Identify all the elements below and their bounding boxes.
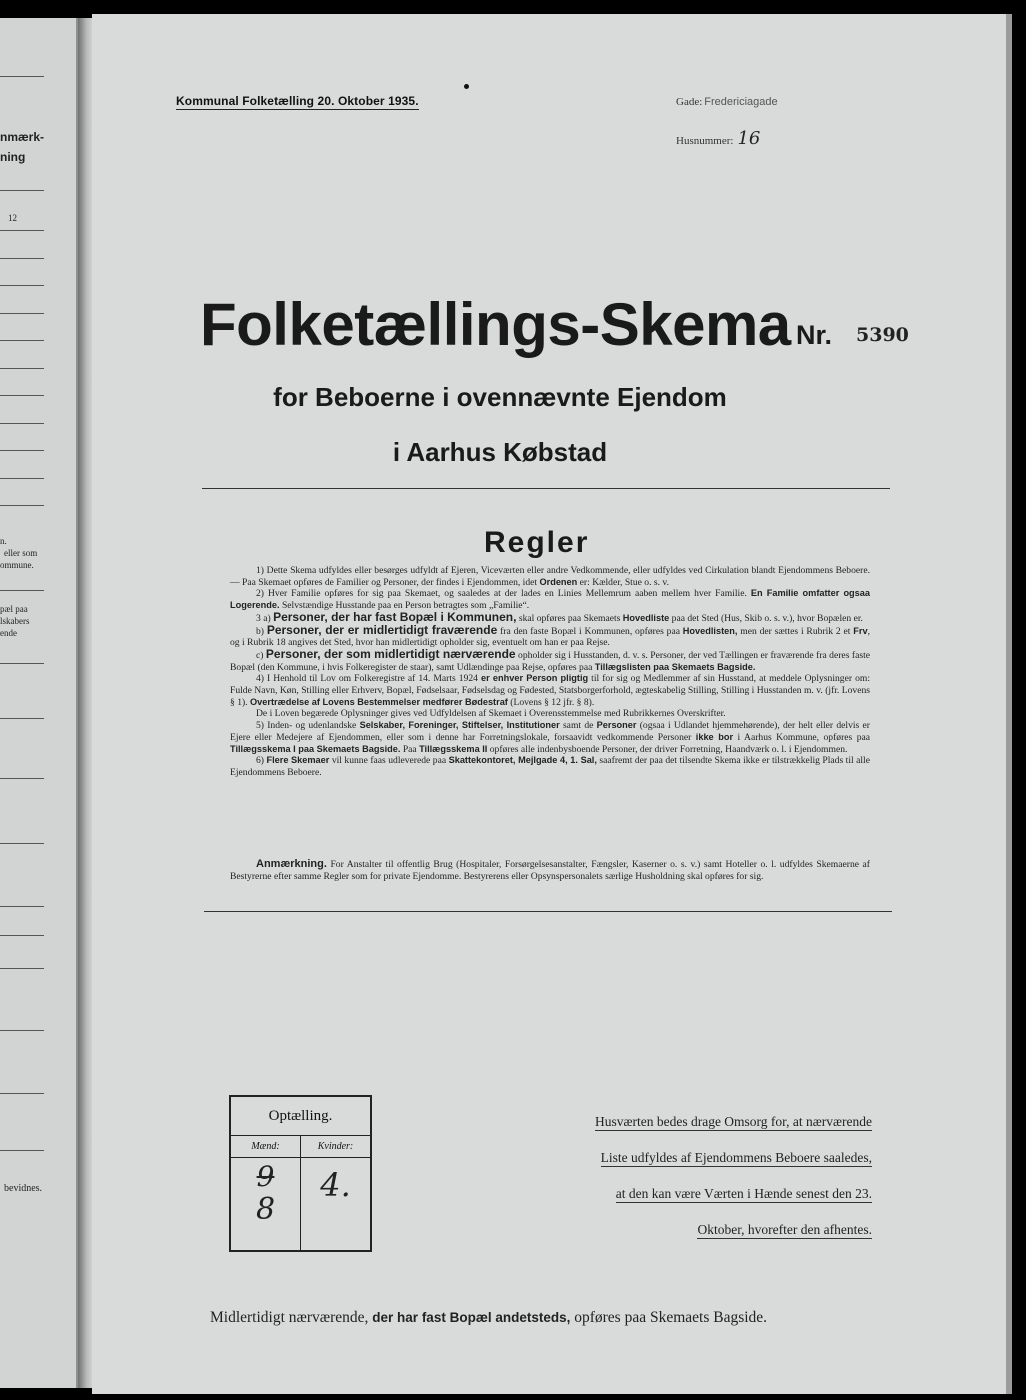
census-form-page — [92, 14, 1012, 1394]
divider — [0, 395, 44, 396]
divider — [0, 590, 44, 591]
women-label: Kvinder: — [301, 1136, 370, 1158]
street-label: Gade: — [676, 96, 703, 108]
landlord-note-line: at den kan være Værten i Hænde senest den 23. — [615, 1186, 872, 1201]
rules-text — [230, 565, 870, 779]
divider — [0, 1150, 44, 1151]
left-text-fragment: 12 — [8, 213, 17, 223]
divider — [0, 968, 44, 969]
divider — [0, 663, 44, 664]
street-field — [676, 96, 778, 108]
form-subtitle-city: i Aarhus Købstad — [392, 437, 608, 467]
form-number-label: Nr. — [796, 320, 833, 350]
divider — [0, 1093, 44, 1094]
divider — [0, 313, 44, 314]
left-text-fragment: pæl paa — [0, 604, 28, 614]
landlord-note — [532, 1113, 872, 1257]
rule-4b: De i Loven begærede Oplysninger gives ved Udfyldelsen af Skemaet i Overensstemmelse med Rubrikkernes Overskrifter. — [256, 708, 726, 720]
divider — [0, 450, 44, 451]
divider — [0, 843, 44, 844]
divider — [0, 76, 44, 77]
left-text-fragment: bevidnes. — [4, 1183, 43, 1194]
form-number-value: 5390 — [856, 324, 909, 346]
women-count: 4. — [320, 1166, 351, 1204]
rule-5: 5) Inden- og udenlandske Selskaber, Foreninger, Stiftelser, Institutioner samt de Personer (ogsaa i Udlandet hjemmehørende), der helt eller delvis er Ejere eller Medejere af Ejendommen, eller som i denne har Forretningslokale, forsaavidt vedkommende Personer ikke bor i Aarhus Kommune, opføres paa Tillægsskema I paa Skemaets Bagside. Paa Tillægsskema II opføres alle indenbysboende Personer, der driver Forretning, Haandværk o. l. i Ejendommen. — [230, 720, 871, 755]
divider — [202, 488, 890, 489]
divider — [0, 935, 44, 936]
divider — [0, 230, 44, 231]
divider — [0, 906, 44, 907]
divider — [204, 911, 892, 912]
count-box — [229, 1095, 372, 1252]
ink-dot — [464, 84, 469, 89]
left-text-fragment: lskabers — [0, 616, 30, 626]
divider — [0, 285, 44, 286]
divider — [0, 478, 44, 479]
house-number-value: 16 — [737, 128, 761, 149]
divider — [0, 258, 44, 259]
count-heading: Optælling. — [231, 1097, 370, 1136]
divider — [0, 505, 44, 506]
house-number-label: Husnummer: — [676, 135, 734, 147]
women-column — [300, 1136, 370, 1250]
divider — [0, 190, 44, 191]
divider — [0, 340, 44, 341]
left-text-fragment: ning — [0, 150, 26, 164]
left-text-fragment: nmærk- — [0, 130, 45, 144]
rule-4: 4) I Henhold til Lov om Folkeregistre af 14. Marts 1924 er enhver Person pligtig til for sig og Medlemmer af sin Husstand, at meddele Oplysninger om: Fulde Navn, Køn, Stilling eller Erhverv, Bopæl, Fødselsaar, Fødselsdag og Fødested, Statsborgerforhold, ægteskabelig Stilling, Stilling i Husstanden m. v. (jfr. Lovens § 1). Overtrædelse af Lovens Bestemmelser medfører Bødestraf (Lovens § 12 jfr. § 8). — [230, 673, 870, 708]
divider — [0, 1030, 44, 1031]
landlord-note-line: Husværten bedes drage Omsorg for, at nærværende — [594, 1114, 872, 1129]
rule-1: 1) Dette Skema udfyldes eller besørges udfyldt af Ejeren, Viceværten eller andre Vedkommende, eller udfyldes ved Cirkulation blandt Ejendommens Beboere. — Paa Skemaet opføres de Familier og Personer, der findes i Ejendommen, idet Ordenen er: Kælder, Stue o. s. v. — [230, 565, 870, 588]
rule-3a: 3 a) Personer, der har fast Bopæl i Kommunen, skal opføres paa Skemaets Hovedliste paa det Sted (Hus, Skib o. s. v.), hvor Bopælen er. — [256, 609, 863, 624]
divider — [0, 368, 44, 369]
rule-3b: b) Personer, der er midlertidigt fraværende fra den faste Bopæl i Kommunen, opføres paa Hovedlisten, men der sættes i Rubrik 2 et Frv, og i Rubrik 18 angives det Sted, hvor han midlertidigt opholder sig, eventuelt om han er paa Rejse. — [230, 622, 870, 649]
left-page-fragment — [0, 18, 78, 1388]
divider — [0, 423, 44, 424]
footer-note: Midlertidigt nærværende, der har fast Bopæl andetsteds, opføres paa Skemaets Bagside. — [210, 1309, 768, 1326]
street-value: Fredericiagade — [704, 96, 778, 108]
left-text-fragment: ende — [0, 628, 17, 638]
left-text-fragment: n. — [0, 536, 7, 546]
rule-6: 6) Flere Skemaer vil kunne faas udleverede paa Skattekontoret, Mejlgade 4, 1. Sal, saafremt der paa det tilsendte Skema ikke er tilstrækkelig Plads til alle Ejendommens Beboere. — [230, 755, 870, 778]
form-subtitle: for Beboerne i ovennævnte Ejendom — [273, 382, 727, 412]
left-text-fragment: ommune. — [0, 560, 34, 570]
men-label: Mænd: — [231, 1136, 300, 1158]
rule-2: 2) Hver Familie opføres for sig paa Skemaet, og saaledes at der lades en Linies Mellemrum aaben mellem hver Familie. En Familie omfatter ogsaa Logerende. Selvstændige Husstande paa en Person betragtes som „Familie“. — [230, 588, 870, 612]
landlord-note-line: Liste udfyldes af Ejendommens Beboere saaledes, — [600, 1150, 872, 1165]
men-column — [231, 1136, 300, 1250]
rules-heading: Regler — [484, 526, 590, 559]
house-number-field — [676, 128, 760, 149]
note-annotation — [230, 859, 870, 882]
men-count: 8 — [255, 1192, 276, 1227]
annotation-text: For Anstalter til offentlig Brug (Hospitaler, Forsørgelsesanstalter, Fængsler, Kaserner o. s. v.) samt Hoteller o. l. udfyldes Skemaerne af Bestyrerne efter samme Regler som for private Ejendomme. Bestyrerens eller Opsynspersonalets særlige Husholdning skal opføres for sig. — [230, 859, 870, 882]
divider — [0, 778, 44, 779]
men-struck-count: 9 — [256, 1160, 275, 1193]
left-text-fragment: eller som — [4, 548, 38, 558]
divider — [0, 718, 44, 719]
landlord-note-line: Oktober, hvorefter den afhentes. — [697, 1222, 872, 1237]
census-header: Kommunal Folketælling 20. Oktober 1935. — [176, 94, 419, 108]
annotation-heading: Anmærkning. — [256, 858, 327, 870]
form-title: Folketællings-Skema — [200, 291, 791, 358]
book-gutter — [78, 18, 92, 1388]
rule-3c: c) Personer, der som midlertidigt nærværende opholder sig i Husstanden, d. v. s. Personer, der ved Tællingen er fraværende fra deres faste Bopæl (den Kommune, i hvis Folkeregister de staar), samt Udlændinge paa Rejse, opføres paa Tillægslisten paa Skemaets Bagside. — [230, 646, 870, 673]
